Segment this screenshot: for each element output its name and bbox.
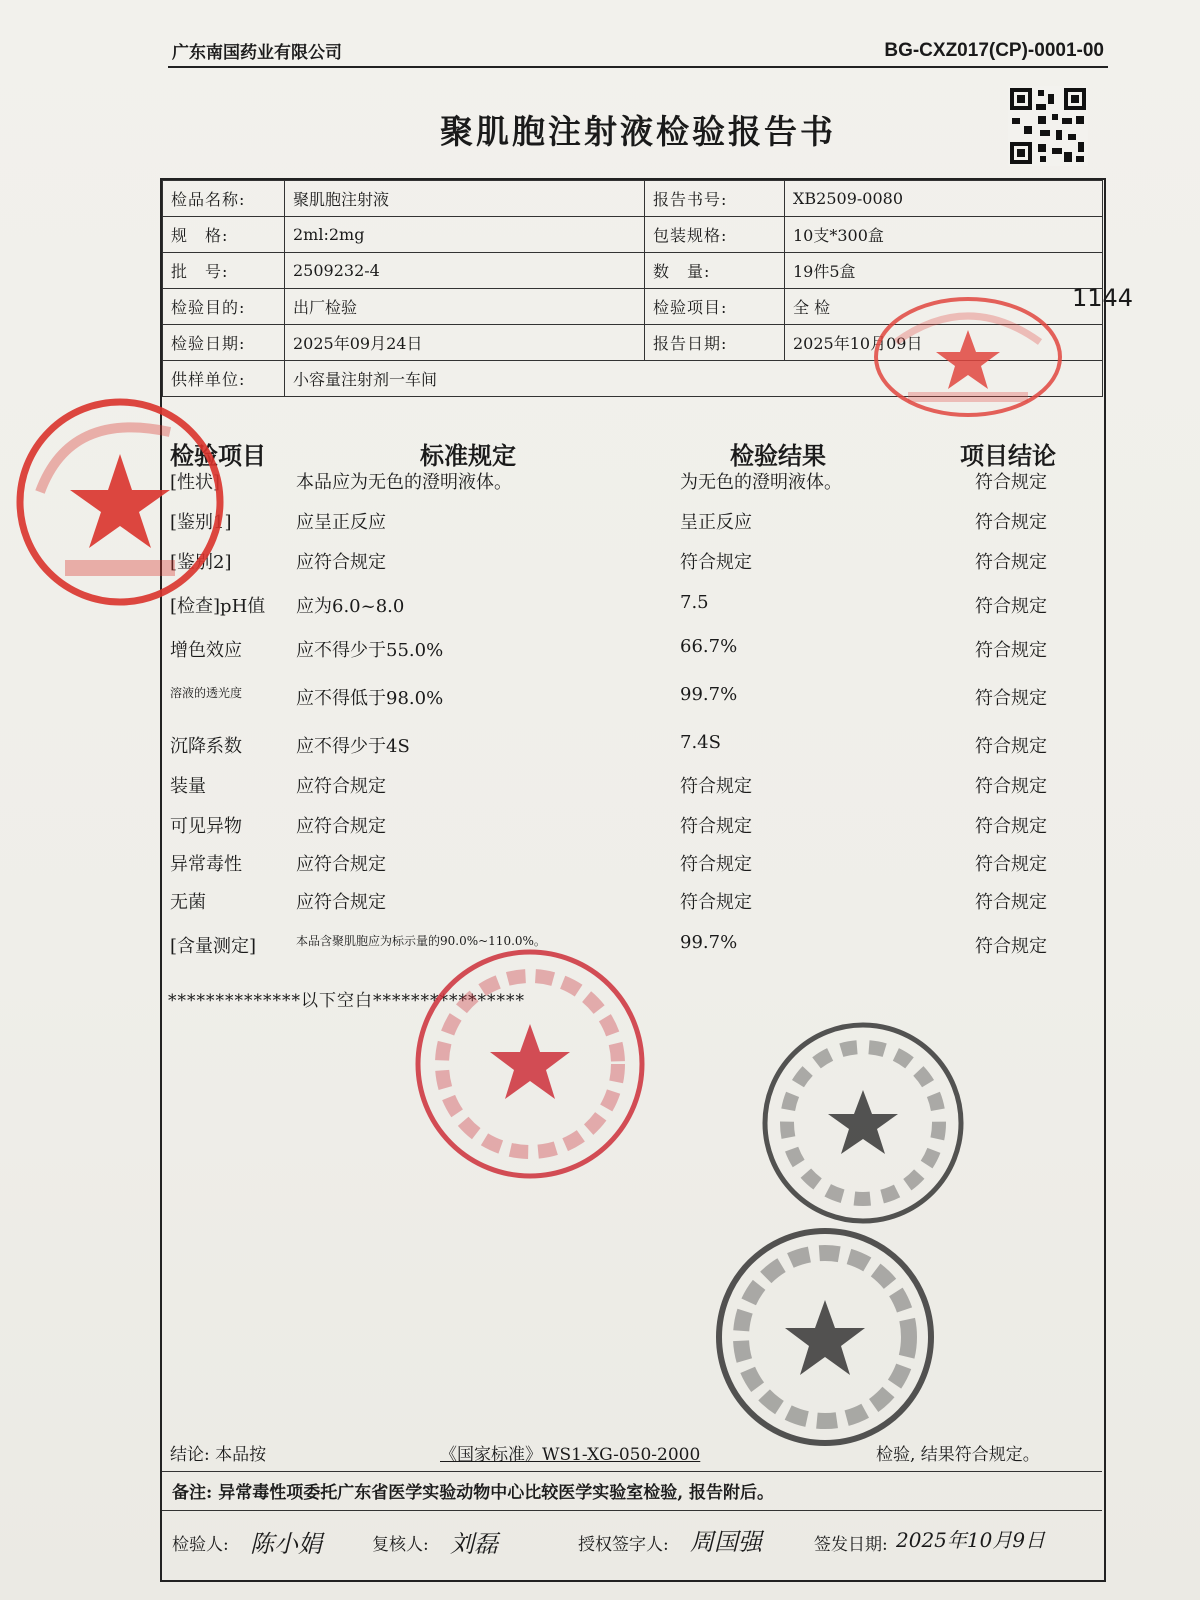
authorized-signature: 周国强 bbox=[690, 1528, 762, 1556]
result-value: 符合规定 bbox=[680, 854, 752, 875]
spec: 2ml:2mg bbox=[285, 217, 645, 253]
result-item: [鉴别2] bbox=[170, 552, 232, 573]
tester-signature: 陈小娟 bbox=[250, 1530, 322, 1558]
test-date-label: 检验日期: bbox=[163, 325, 285, 361]
document-code: BG-CXZ017(CP)-0001-00 bbox=[884, 40, 1104, 61]
conclusion-prefix: 结论: 本品按 bbox=[170, 1445, 267, 1465]
sampling-unit: 小容量注射剂一车间 bbox=[285, 361, 1103, 397]
result-item: 异常毒性 bbox=[170, 854, 242, 875]
result-item: 装量 bbox=[170, 776, 206, 797]
result-row bbox=[0, 732, 1200, 772]
result-item: [检查]pH值 bbox=[170, 596, 266, 617]
result-item: 无菌 bbox=[170, 892, 206, 913]
batch: 2509232-4 bbox=[285, 253, 645, 289]
info-row bbox=[163, 217, 1103, 253]
result-conclusion: 符合规定 bbox=[975, 472, 1047, 493]
result-row bbox=[0, 592, 1200, 632]
result-standard: 应呈正反应 bbox=[296, 512, 386, 533]
batch-label: 批 号: bbox=[163, 253, 285, 289]
column-header-standard: 标准规定 bbox=[420, 441, 516, 470]
result-conclusion: 符合规定 bbox=[975, 736, 1047, 757]
result-conclusion: 符合规定 bbox=[975, 936, 1047, 957]
result-conclusion: 符合规定 bbox=[975, 892, 1047, 913]
result-conclusion: 符合规定 bbox=[975, 552, 1047, 573]
result-conclusion: 符合规定 bbox=[975, 688, 1047, 709]
reviewer-signature: 刘磊 bbox=[450, 1530, 498, 1558]
header-divider bbox=[168, 66, 1108, 68]
info-row bbox=[163, 253, 1103, 289]
result-row bbox=[0, 548, 1200, 588]
result-row bbox=[0, 684, 1200, 724]
divider bbox=[162, 1471, 1102, 1472]
result-standard: 应符合规定 bbox=[296, 552, 386, 573]
result-value: 符合规定 bbox=[680, 776, 752, 797]
product-info-table bbox=[162, 180, 1102, 397]
report-title: 聚肌胞注射液检验报告书 bbox=[440, 112, 836, 151]
result-standard: 应不得低于98.0% bbox=[296, 688, 444, 709]
result-item: [鉴别1] bbox=[170, 512, 232, 533]
remark: 备注: 异常毒性项委托广东省医学实验动物中心比较医学实验室检验, 报告附后。 bbox=[172, 1483, 775, 1503]
handwritten-note: 1144 bbox=[1072, 284, 1134, 312]
blank-below-note: **************以下空白**************** bbox=[168, 991, 525, 1011]
company-name: 广东南国药业有限公司 bbox=[172, 43, 342, 63]
report-date-label: 报告日期: bbox=[645, 325, 785, 361]
result-standard: 应不得少于55.0% bbox=[296, 640, 444, 661]
sampling-label: 供样单位: bbox=[163, 361, 285, 397]
result-row bbox=[0, 636, 1200, 676]
result-value: 符合规定 bbox=[680, 816, 752, 837]
result-standard: 应符合规定 bbox=[296, 816, 386, 837]
result-standard: 应符合规定 bbox=[296, 854, 386, 875]
result-row bbox=[0, 888, 1200, 928]
conclusion-standard: 《国家标准》WS1-XG-050-2000 bbox=[440, 1445, 701, 1465]
purpose-label: 检验目的: bbox=[163, 289, 285, 325]
result-value: 99.7% bbox=[680, 932, 738, 953]
result-conclusion: 符合规定 bbox=[975, 776, 1047, 797]
report-date: 2025年10月09日 bbox=[785, 325, 1103, 361]
info-row bbox=[163, 181, 1103, 217]
info-row bbox=[163, 361, 1103, 397]
result-standard: 应为6.0~8.0 bbox=[296, 596, 405, 617]
result-standard: 本品应为无色的澄明液体。 bbox=[296, 472, 512, 493]
qr-code-icon bbox=[1008, 86, 1088, 166]
reviewer-label: 复核人: bbox=[372, 1535, 429, 1555]
result-value: 符合规定 bbox=[680, 552, 752, 573]
spec-label: 规 格: bbox=[163, 217, 285, 253]
column-header-item: 检验项目 bbox=[170, 441, 266, 470]
result-row bbox=[0, 850, 1200, 890]
tester-label: 检验人: bbox=[172, 1535, 229, 1555]
result-standard: 应不得少于4S bbox=[296, 736, 410, 757]
column-header-result: 检验结果 bbox=[730, 441, 826, 470]
result-row bbox=[0, 812, 1200, 852]
result-value: 99.7% bbox=[680, 684, 738, 705]
pack: 10支*300盒 bbox=[785, 217, 1103, 253]
result-conclusion: 符合规定 bbox=[975, 596, 1047, 617]
result-item: 增色效应 bbox=[170, 640, 242, 661]
qty: 19件5盒 bbox=[785, 253, 1103, 289]
product-label: 检品名称: bbox=[163, 181, 285, 217]
column-header-conclusion: 项目结论 bbox=[960, 441, 1056, 470]
report-no: XB2509-0080 bbox=[785, 181, 1103, 217]
pack-label: 包装规格: bbox=[645, 217, 785, 253]
issue-date: 2025年10月9日 bbox=[896, 1528, 1046, 1552]
info-row bbox=[163, 289, 1103, 325]
result-item: [含量测定] bbox=[170, 936, 257, 957]
items-label: 检验项目: bbox=[645, 289, 785, 325]
qty-label: 数 量: bbox=[645, 253, 785, 289]
conclusion-suffix: 检验, 结果符合规定。 bbox=[876, 1445, 1040, 1465]
result-conclusion: 符合规定 bbox=[975, 640, 1047, 661]
result-item: [性状] bbox=[170, 472, 221, 493]
result-row bbox=[0, 772, 1200, 812]
result-standard: 应符合规定 bbox=[296, 892, 386, 913]
result-item: 可见异物 bbox=[170, 816, 242, 837]
purpose: 出厂检验 bbox=[285, 289, 645, 325]
product-name: 聚肌胞注射液 bbox=[285, 181, 645, 217]
result-value: 呈正反应 bbox=[680, 512, 752, 533]
issue-date-label: 签发日期: bbox=[814, 1535, 888, 1555]
test-date: 2025年09月24日 bbox=[285, 325, 645, 361]
divider bbox=[162, 1510, 1102, 1511]
authorized-label: 授权签字人: bbox=[578, 1535, 669, 1555]
report-no-label: 报告书号: bbox=[645, 181, 785, 217]
result-conclusion: 符合规定 bbox=[975, 512, 1047, 533]
result-standard: 应符合规定 bbox=[296, 776, 386, 797]
result-value: 7.5 bbox=[680, 592, 709, 613]
result-row bbox=[0, 468, 1200, 508]
result-row bbox=[0, 508, 1200, 548]
info-row bbox=[163, 325, 1103, 361]
result-conclusion: 符合规定 bbox=[975, 816, 1047, 837]
result-value: 66.7% bbox=[680, 636, 738, 657]
result-value: 为无色的澄明液体。 bbox=[680, 472, 842, 493]
result-standard: 本品含聚肌胞应为标示量的90.0%~110.0%。 bbox=[296, 934, 546, 948]
result-item: 沉降系数 bbox=[170, 736, 242, 757]
result-conclusion: 符合规定 bbox=[975, 854, 1047, 875]
result-value: 符合规定 bbox=[680, 892, 752, 913]
result-item: 溶液的透光度 bbox=[170, 686, 243, 700]
items: 全 检 bbox=[785, 289, 1103, 325]
result-value: 7.4S bbox=[680, 732, 721, 753]
result-row bbox=[0, 932, 1200, 972]
